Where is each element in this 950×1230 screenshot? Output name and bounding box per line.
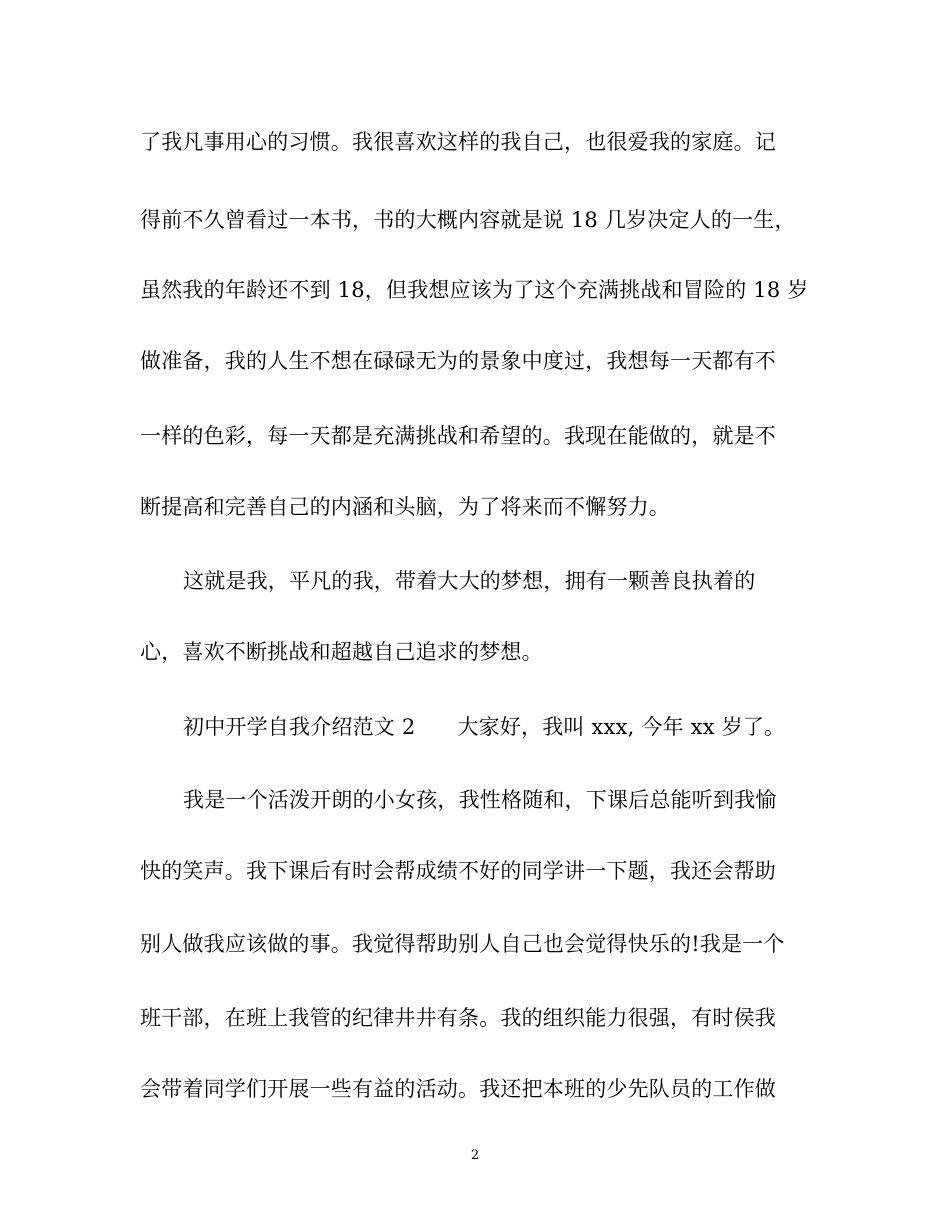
paragraph-line-8: 心，喜欢不断挑战和超越自己追求的梦想。: [140, 640, 543, 664]
page-number: 2: [470, 1148, 480, 1163]
paragraph-line-4: 做准备，我的人生不想在碌碌无为的景象中度过，我想每一天都有不: [140, 349, 776, 373]
paragraph-line-2: 得前不久曾看过一本书，书的大概内容就是说 18 几岁决定人的一生，: [140, 208, 796, 232]
paragraph-line-3: 虽然我的年龄还不到 18，但我想应该为了这个充满挑战和冒险的 18 岁: [140, 278, 809, 302]
paragraph-line-5: 一样的色彩，每一天都是充满挑战和希望的。我现在能做的，就是不: [140, 424, 776, 448]
paragraph-line-6: 断提高和完善自己的内涵和头脑，为了将来而不懈努力。: [140, 495, 670, 519]
paragraph-line-14: 会带着同学们开展一些有益的活动。我还把本班的少先队员的工作做: [140, 1077, 776, 1101]
section-heading: 初中开学自我介绍范文 2: [183, 715, 416, 739]
paragraph-line-13: 班干部，在班上我管的纪律井井有条。我的组织能力很强，有时侯我: [140, 1006, 776, 1030]
paragraph-line-1: 了我凡事用心的习惯。我很喜欢这样的我自己，也很爱我的家庭。记: [140, 130, 776, 154]
greeting-text: 大家好，我叫 xxx, 今年 xx 岁了。: [457, 715, 786, 739]
section-heading-line: [183, 713, 863, 741]
paragraph-line-7: 这就是我，平凡的我，带着大大的梦想，拥有一颗善良执着的: [183, 569, 756, 593]
paragraph-line-12: 别人做我应该做的事。我觉得帮助别人自己也会觉得快乐的!我是一个: [140, 932, 785, 956]
paragraph-line-10: 我是一个活泼开朗的小女孩，我性格随和，下课后总能听到我愉: [183, 788, 777, 812]
paragraph-line-11: 快的笑声。我下课后有时会帮成绩不好的同学讲一下题，我还会帮助: [140, 859, 776, 883]
